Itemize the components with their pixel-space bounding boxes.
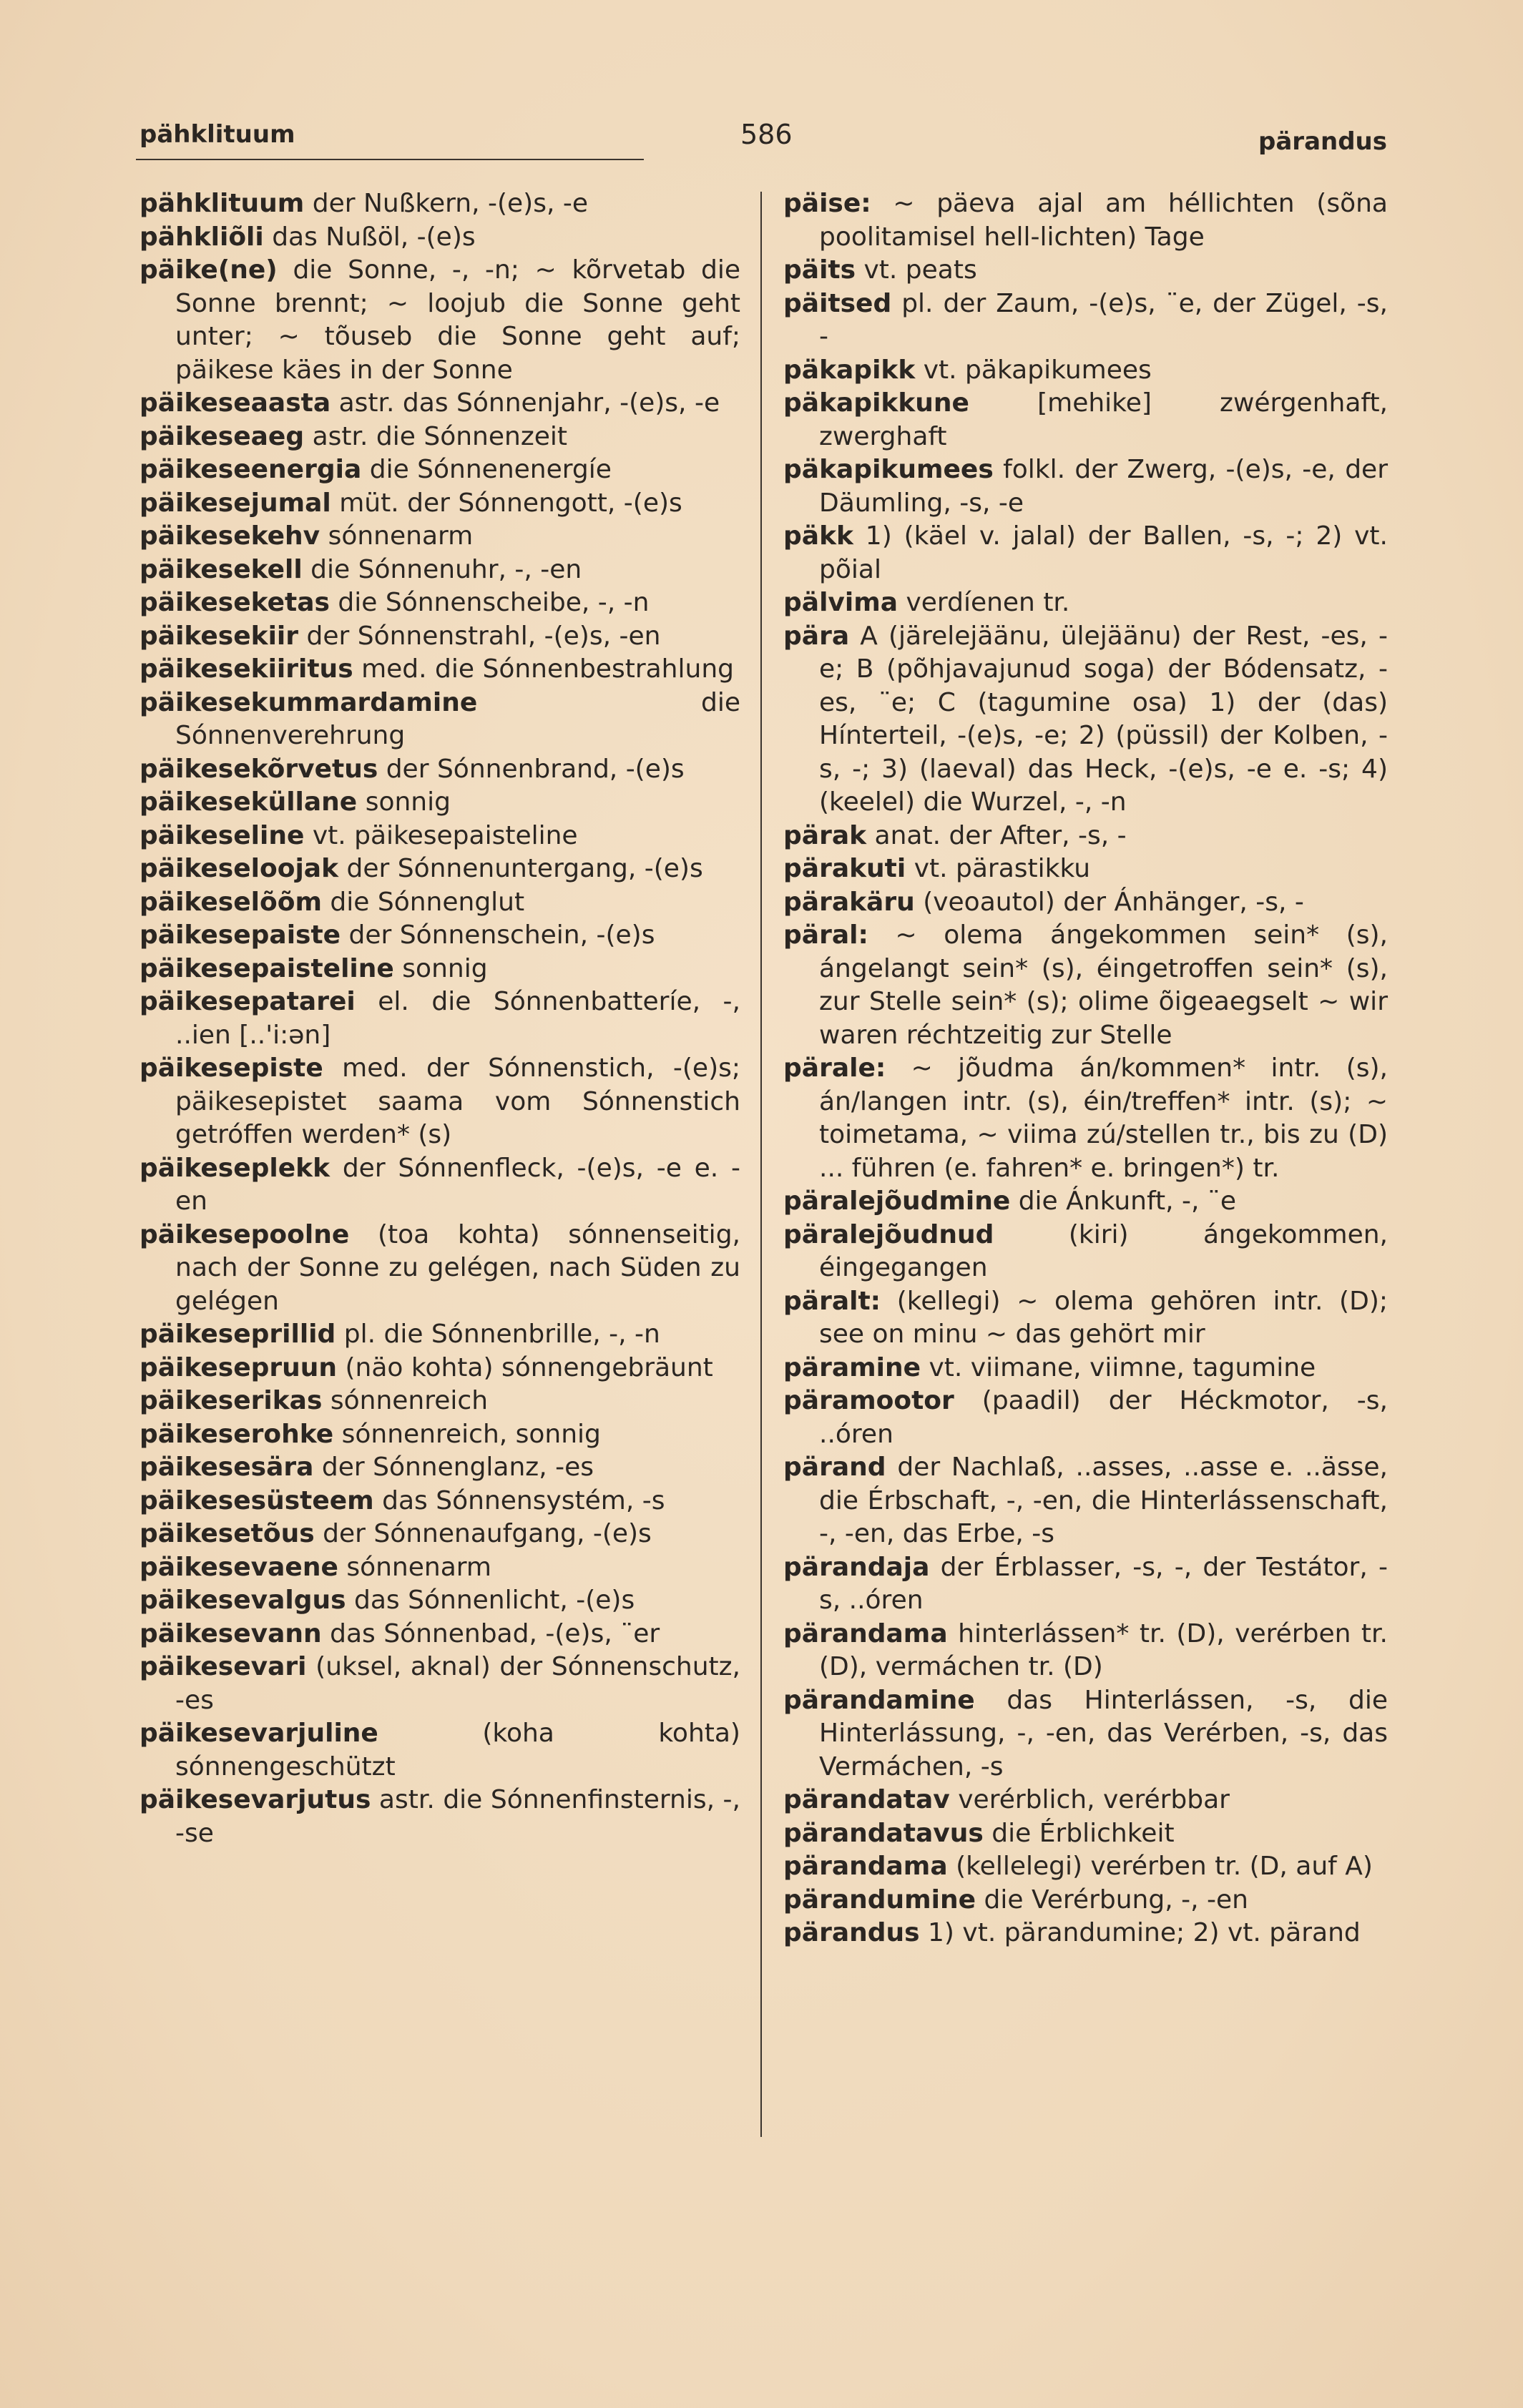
dictionary-entry: [139, 1219, 740, 1319]
left-column: [139, 187, 740, 1850]
entry-definition: die Érblichkeit: [991, 1818, 1175, 1848]
dictionary-entry: [139, 1485, 740, 1518]
dictionary-entry: [783, 187, 1388, 254]
entry-definition: der Sónnenfleck, -(e)s, -e e. -en: [175, 1153, 740, 1216]
entry-definition: ~ päeva ajal am héllichten (sõna poolitamisel hell-lichten) Tage: [819, 189, 1388, 252]
dictionary-entry: [139, 687, 740, 753]
entry-headword: päikeselõõm: [139, 887, 322, 917]
entry-headword: päikesevalgus: [139, 1586, 346, 1615]
dictionary-entry: [139, 753, 740, 787]
entry-headword: päramootor: [783, 1386, 954, 1415]
dictionary-entry: [139, 586, 740, 620]
entry-definition: der Sónnenuntergang, -(e)s: [346, 854, 703, 883]
entry-definition: pl. der Zaum, -(e)s, ¨e, der Zügel, -s, -: [819, 288, 1388, 351]
entry-headword: päkk: [783, 521, 853, 551]
entry-definition: das Sónnenbad, -(e)s, ¨er: [330, 1618, 660, 1648]
entry-headword: päikesepatarei: [139, 987, 356, 1016]
entry-headword: päike(ne): [139, 255, 278, 285]
entry-headword: päralt:: [783, 1286, 881, 1316]
dictionary-entry: [139, 453, 740, 487]
entry-headword: pärandatavus: [783, 1818, 984, 1848]
dictionary-entry: [783, 586, 1388, 620]
entry-headword: päkapikumees: [783, 455, 994, 484]
entry-headword: päikeseline: [139, 820, 305, 850]
entry-definition: vt. päkapikumees: [923, 355, 1152, 385]
dictionary-entry: [139, 953, 740, 986]
entry-definition: verdíenen tr.: [906, 588, 1070, 617]
entry-headword: päikesetõus: [139, 1519, 315, 1548]
entry-definition: vt. peats: [863, 255, 977, 285]
entry-definition: sonnig: [365, 787, 451, 817]
dictionary-entry: [783, 254, 1388, 288]
dictionary-entry: [783, 1917, 1388, 1950]
entry-definition: das Hinterlássen, -s, die Hinterlássung, -, -en, das Verérben, -s, das Vermáchen, -s: [819, 1685, 1388, 1782]
dictionary-entry: [783, 1451, 1388, 1551]
entry-definition: der Nußkern, -(e)s, -e: [312, 189, 589, 218]
right-column: [783, 187, 1388, 1950]
entry-headword: pähkliõli: [139, 222, 264, 252]
entry-definition: die Sónnenscheibe, -, -n: [338, 588, 650, 617]
entry-headword: pärandama: [783, 1618, 948, 1648]
entry-headword: pärandatav: [783, 1785, 950, 1814]
dictionary-entry: [139, 487, 740, 521]
dictionary-entry: [139, 1618, 740, 1651]
entry-headword: päikeseenergia: [139, 455, 362, 484]
dictionary-entry: [139, 1385, 740, 1418]
entry-headword: päikesesüsteem: [139, 1485, 374, 1515]
entry-definition: der Sónnenschein, -(e)s: [348, 920, 655, 950]
entry-headword: päikesejumal: [139, 488, 331, 518]
entry-definition: der Sónnenbrand, -(e)s: [386, 754, 685, 784]
dictionary-entry: [139, 187, 740, 221]
dictionary-entry: [139, 1784, 740, 1850]
entry-headword: pärand: [783, 1453, 886, 1482]
entry-headword: päise:: [783, 189, 871, 218]
entry-headword: päikesekõrvetus: [139, 754, 378, 784]
right-guideword: pärandus: [1258, 127, 1387, 156]
entry-definition: anat. der After, -s, -: [874, 820, 1127, 850]
dictionary-entry: [139, 653, 740, 687]
entry-headword: päikesepruun: [139, 1352, 338, 1382]
dictionary-entry: [783, 1285, 1388, 1352]
dictionary-entry: [783, 288, 1388, 354]
dictionary-entry: [783, 354, 1388, 388]
running-head: [139, 107, 1387, 157]
entry-definition: die Ánkunft, -, ¨e: [1018, 1186, 1237, 1216]
dictionary-entry: [139, 919, 740, 953]
entry-definition: folkl. der Zwerg, -(e)s, -e, der Däumling, -s, -e: [819, 455, 1388, 518]
dictionary-entry: [783, 820, 1388, 853]
entry-definition: sónnenreich, sonnig: [341, 1419, 601, 1449]
entry-definition: (veoautol) der Ánhänger, -s, -: [923, 887, 1304, 917]
entry-headword: pähklituum: [139, 189, 305, 218]
entry-headword: päikesevari: [139, 1652, 307, 1681]
entry-definition: das Sónnenlicht, -(e)s: [354, 1586, 635, 1615]
header-rule: [136, 159, 644, 160]
entry-definition: 1) vt. pärandumine; 2) vt. pärand: [928, 1918, 1361, 1947]
entry-headword: päits: [783, 255, 856, 285]
entry-headword: päikeseprillid: [139, 1320, 336, 1349]
entry-definition: (paadil) der Héckmotor, -s, ..óren: [819, 1386, 1388, 1449]
entry-definition: (koha kohta) sónnengeschützt: [175, 1719, 740, 1782]
dictionary-entry: [139, 786, 740, 820]
entry-headword: pärandama: [783, 1852, 948, 1881]
entry-headword: päikesekiir: [139, 621, 299, 651]
dictionary-entry: [783, 1817, 1388, 1851]
entry-headword: pärak: [783, 820, 867, 850]
entry-headword: päikesevann: [139, 1618, 322, 1648]
dictionary-entry: [783, 1551, 1388, 1618]
entry-definition: der Nachlaß, ..asses, ..asse e. ..ässe, die Érbschaft, -, -en, die Hinterlássenschaft, -, -en, das Erbe, -s: [819, 1453, 1388, 1548]
dictionary-entry: [783, 1219, 1388, 1285]
entry-definition: die Sonne, -, -n; ~ kõrvetab die Sonne brennt; ~ loojub die Sonne geht unter; ~ tõuseb die Sonne geht auf; päikese käes in der Sonne: [175, 255, 741, 385]
entry-definition: der Sónnenglanz, -es: [321, 1453, 594, 1482]
entry-headword: päitsed: [783, 288, 892, 318]
entry-headword: päikesepoolne: [139, 1219, 350, 1249]
left-guideword: pähklituum: [139, 120, 295, 149]
dictionary-entry: [139, 820, 740, 853]
entry-definition: el. die Sónnenbatteríe, -, ..ien [..'i:ən]: [175, 987, 740, 1050]
dictionary-entry: [783, 1352, 1388, 1385]
entry-definition: verérblich, verérbbar: [958, 1785, 1230, 1814]
entry-headword: päral:: [783, 920, 868, 950]
entry-definition: müt. der Sónnengott, -(e)s: [339, 488, 682, 518]
entry-headword: päikesepaisteline: [139, 953, 394, 983]
entry-definition: astr. die Sónnenzeit: [312, 421, 567, 451]
dictionary-entry: [139, 421, 740, 454]
entry-definition: der Érblasser, -s, -, der Testátor, -s, ..óren: [819, 1552, 1388, 1615]
dictionary-entry: [139, 1651, 740, 1717]
dictionary-entry: [783, 520, 1388, 586]
entry-definition: (kellegi) ~ olema gehören intr. (D); see on minu ~ das gehört mir: [819, 1286, 1388, 1349]
dictionary-entry: [139, 1518, 740, 1551]
entry-headword: päikesesära: [139, 1453, 314, 1482]
entry-definition: ~ olema ángekommen sein* (s), ángelangt sein* (s), éingetroffen sein* (s), zur Stelle sein* (s); olime õigeaegselt ~ wir waren réchtzeitig zur Stelle: [819, 920, 1388, 1050]
dictionary-entry: [783, 1684, 1388, 1784]
entry-definition: (näo kohta) sónnengebräunt: [345, 1352, 713, 1382]
entry-headword: päikeseketas: [139, 588, 330, 617]
dictionary-entry: [139, 852, 740, 886]
dictionary-entry: [783, 852, 1388, 886]
entry-definition: sonnig: [402, 953, 488, 983]
entry-definition: astr. die Sónnenfinsternis, -, -se: [175, 1785, 740, 1848]
entry-headword: päikesevarjuline: [139, 1719, 378, 1748]
entry-headword: pärandumine: [783, 1884, 976, 1915]
dictionary-entry: [139, 254, 740, 387]
entry-headword: päikesepiste: [139, 1053, 323, 1083]
dictionary-entry: [139, 1052, 740, 1152]
entry-headword: päikesekummardamine: [139, 687, 478, 717]
column-divider: [760, 192, 762, 2137]
entry-headword: pärakäru: [783, 887, 915, 917]
dictionary-entry: [783, 1385, 1388, 1451]
entry-headword: pälvima: [783, 588, 898, 617]
dictionary-entry: [783, 387, 1388, 453]
entry-definition: sónnenreich: [330, 1386, 489, 1415]
entry-definition: [mehike] zwérgenhaft, zwerghaft: [819, 388, 1388, 451]
dictionary-entry: [139, 1318, 740, 1352]
entry-headword: päikesevaene: [139, 1552, 338, 1582]
dictionary-entry: [139, 1551, 740, 1585]
entry-definition: das Sónnensystém, -s: [382, 1485, 665, 1515]
entry-definition: (toa kohta) sónnenseitig, nach der Sonne zu gelégen, nach Süden zu gelégen: [175, 1219, 740, 1316]
entry-definition: die Sónnenenergíe: [369, 455, 612, 484]
dictionary-entry: [783, 1052, 1388, 1185]
entry-headword: päikeseküllane: [139, 787, 358, 817]
dictionary-entry: [139, 1451, 740, 1485]
dictionary-entry: [139, 520, 740, 554]
entry-headword: päikesekell: [139, 554, 303, 584]
entry-definition: die Sónnenverehrung: [175, 687, 740, 750]
entry-definition: 1) (käel v. jalal) der Ballen, -s, -; 2) vt. põial: [819, 521, 1388, 584]
page-number: 586: [740, 119, 793, 150]
dictionary-entry: [783, 453, 1388, 520]
entry-definition: sónnenarm: [328, 521, 474, 551]
dictionary-entry: [783, 1884, 1388, 1917]
entry-headword: päralejõudnud: [783, 1219, 994, 1249]
entry-definition: sónnenarm: [346, 1552, 491, 1582]
dictionary-entry: [783, 620, 1388, 820]
dictionary-entry: [139, 1584, 740, 1618]
entry-definition: vt. päikesepaisteline: [312, 820, 578, 850]
entry-headword: pärandamine: [783, 1685, 975, 1715]
entry-headword: pärale:: [783, 1053, 886, 1083]
entry-definition: die Verérbung, -, -en: [984, 1884, 1248, 1915]
entry-headword: päikesekiiritus: [139, 654, 353, 684]
dictionary-entry: [139, 221, 740, 255]
dictionary-entry: [783, 919, 1388, 1052]
entry-definition: ~ jõudma án/kommen* intr. (s), án/langen intr. (s), éin/treffen* intr. (s); ~ toimetama, ~ viima zú/stellen tr., bis zu (D) ... führen (e. fahren* e. bringen*) tr.: [819, 1053, 1388, 1183]
entry-definition: (uksel, aknal) der Sónnenschutz, -es: [175, 1652, 740, 1715]
entry-headword: pära: [783, 621, 850, 651]
dictionary-entry: [139, 620, 740, 654]
dictionary-entry: [783, 1850, 1388, 1884]
dictionary-entry: [783, 1618, 1388, 1684]
entry-headword: päikeserikas: [139, 1386, 323, 1415]
entry-definition: (kiri) ángekommen, éingegangen: [819, 1219, 1388, 1282]
dictionary-entry: [139, 387, 740, 421]
entry-headword: päralejõudmine: [783, 1186, 1011, 1216]
entry-definition: der Sónnenaufgang, -(e)s: [323, 1519, 652, 1548]
entry-headword: päikesepaiste: [139, 920, 341, 950]
entry-definition: pl. die Sónnenbrille, -, -n: [343, 1320, 660, 1349]
dictionary-entry: [139, 1418, 740, 1452]
entry-definition: die Sónnenuhr, -, -en: [310, 554, 582, 584]
entry-headword: päramine: [783, 1352, 921, 1382]
entry-definition: (kellelegi) verérben tr. (D, auf A): [956, 1852, 1373, 1881]
entry-headword: pärandaja: [783, 1552, 930, 1582]
entry-headword: päkapikkune: [783, 388, 969, 418]
entry-headword: päikeseaeg: [139, 421, 305, 451]
entry-definition: vt. viimane, viimne, tagumine: [929, 1352, 1316, 1382]
entry-headword: päikesekehv: [139, 521, 320, 551]
entry-definition: astr. das Sónnenjahr, -(e)s, -e: [338, 388, 720, 418]
entry-headword: pärakuti: [783, 854, 906, 883]
entry-definition: vt. pärastikku: [914, 854, 1091, 883]
dictionary-entry: [139, 1352, 740, 1385]
entry-headword: päikesevarjutus: [139, 1785, 371, 1814]
entry-definition: das Nußöl, -(e)s: [272, 222, 476, 252]
entry-headword: pärandus: [783, 1918, 920, 1947]
entry-definition: med. der Sónnenstich, -(e)s; päikesepistet saama vom Sónnenstich getróffen werden* (s): [175, 1053, 740, 1149]
dictionary-entry: [139, 986, 740, 1052]
entry-definition: hinterlássen* tr. (D), verérben tr. (D), vermáchen tr. (D): [819, 1618, 1388, 1681]
entry-headword: päikeserohke: [139, 1419, 334, 1449]
entry-headword: päikeseaasta: [139, 388, 331, 418]
entry-definition: med. die Sónnenbestrahlung: [361, 654, 734, 684]
entry-definition: die Sónnenglut: [330, 887, 525, 917]
dictionary-entry: [139, 1152, 740, 1219]
entry-headword: päkapikk: [783, 355, 916, 385]
dictionary-entry: [139, 886, 740, 920]
dictionary-entry: [783, 1185, 1388, 1219]
entry-definition: A (järelejäänu, ülejäänu) der Rest, -es, -e; B (põhjavajunud soga) der Bódensatz, -es, ¨e; C (tagumine osa) 1) der (das) Hínterteil, -(e)s, -e; 2) (püssil) der Kolben, -s, -; 3) (laeval) das Heck, -(e)s, -e e. -s; 4) (keelel) die Wurzel, -, -n: [819, 621, 1388, 817]
entry-definition: der Sónnenstrahl, -(e)s, -en: [306, 621, 661, 651]
entry-headword: päikeseplekk: [139, 1153, 330, 1183]
entry-headword: päikeseloojak: [139, 854, 339, 883]
dictionary-entry: [139, 1717, 740, 1784]
dictionary-entry: [783, 1784, 1388, 1817]
dictionary-entry: [139, 554, 740, 587]
dictionary-entry: [783, 886, 1388, 920]
